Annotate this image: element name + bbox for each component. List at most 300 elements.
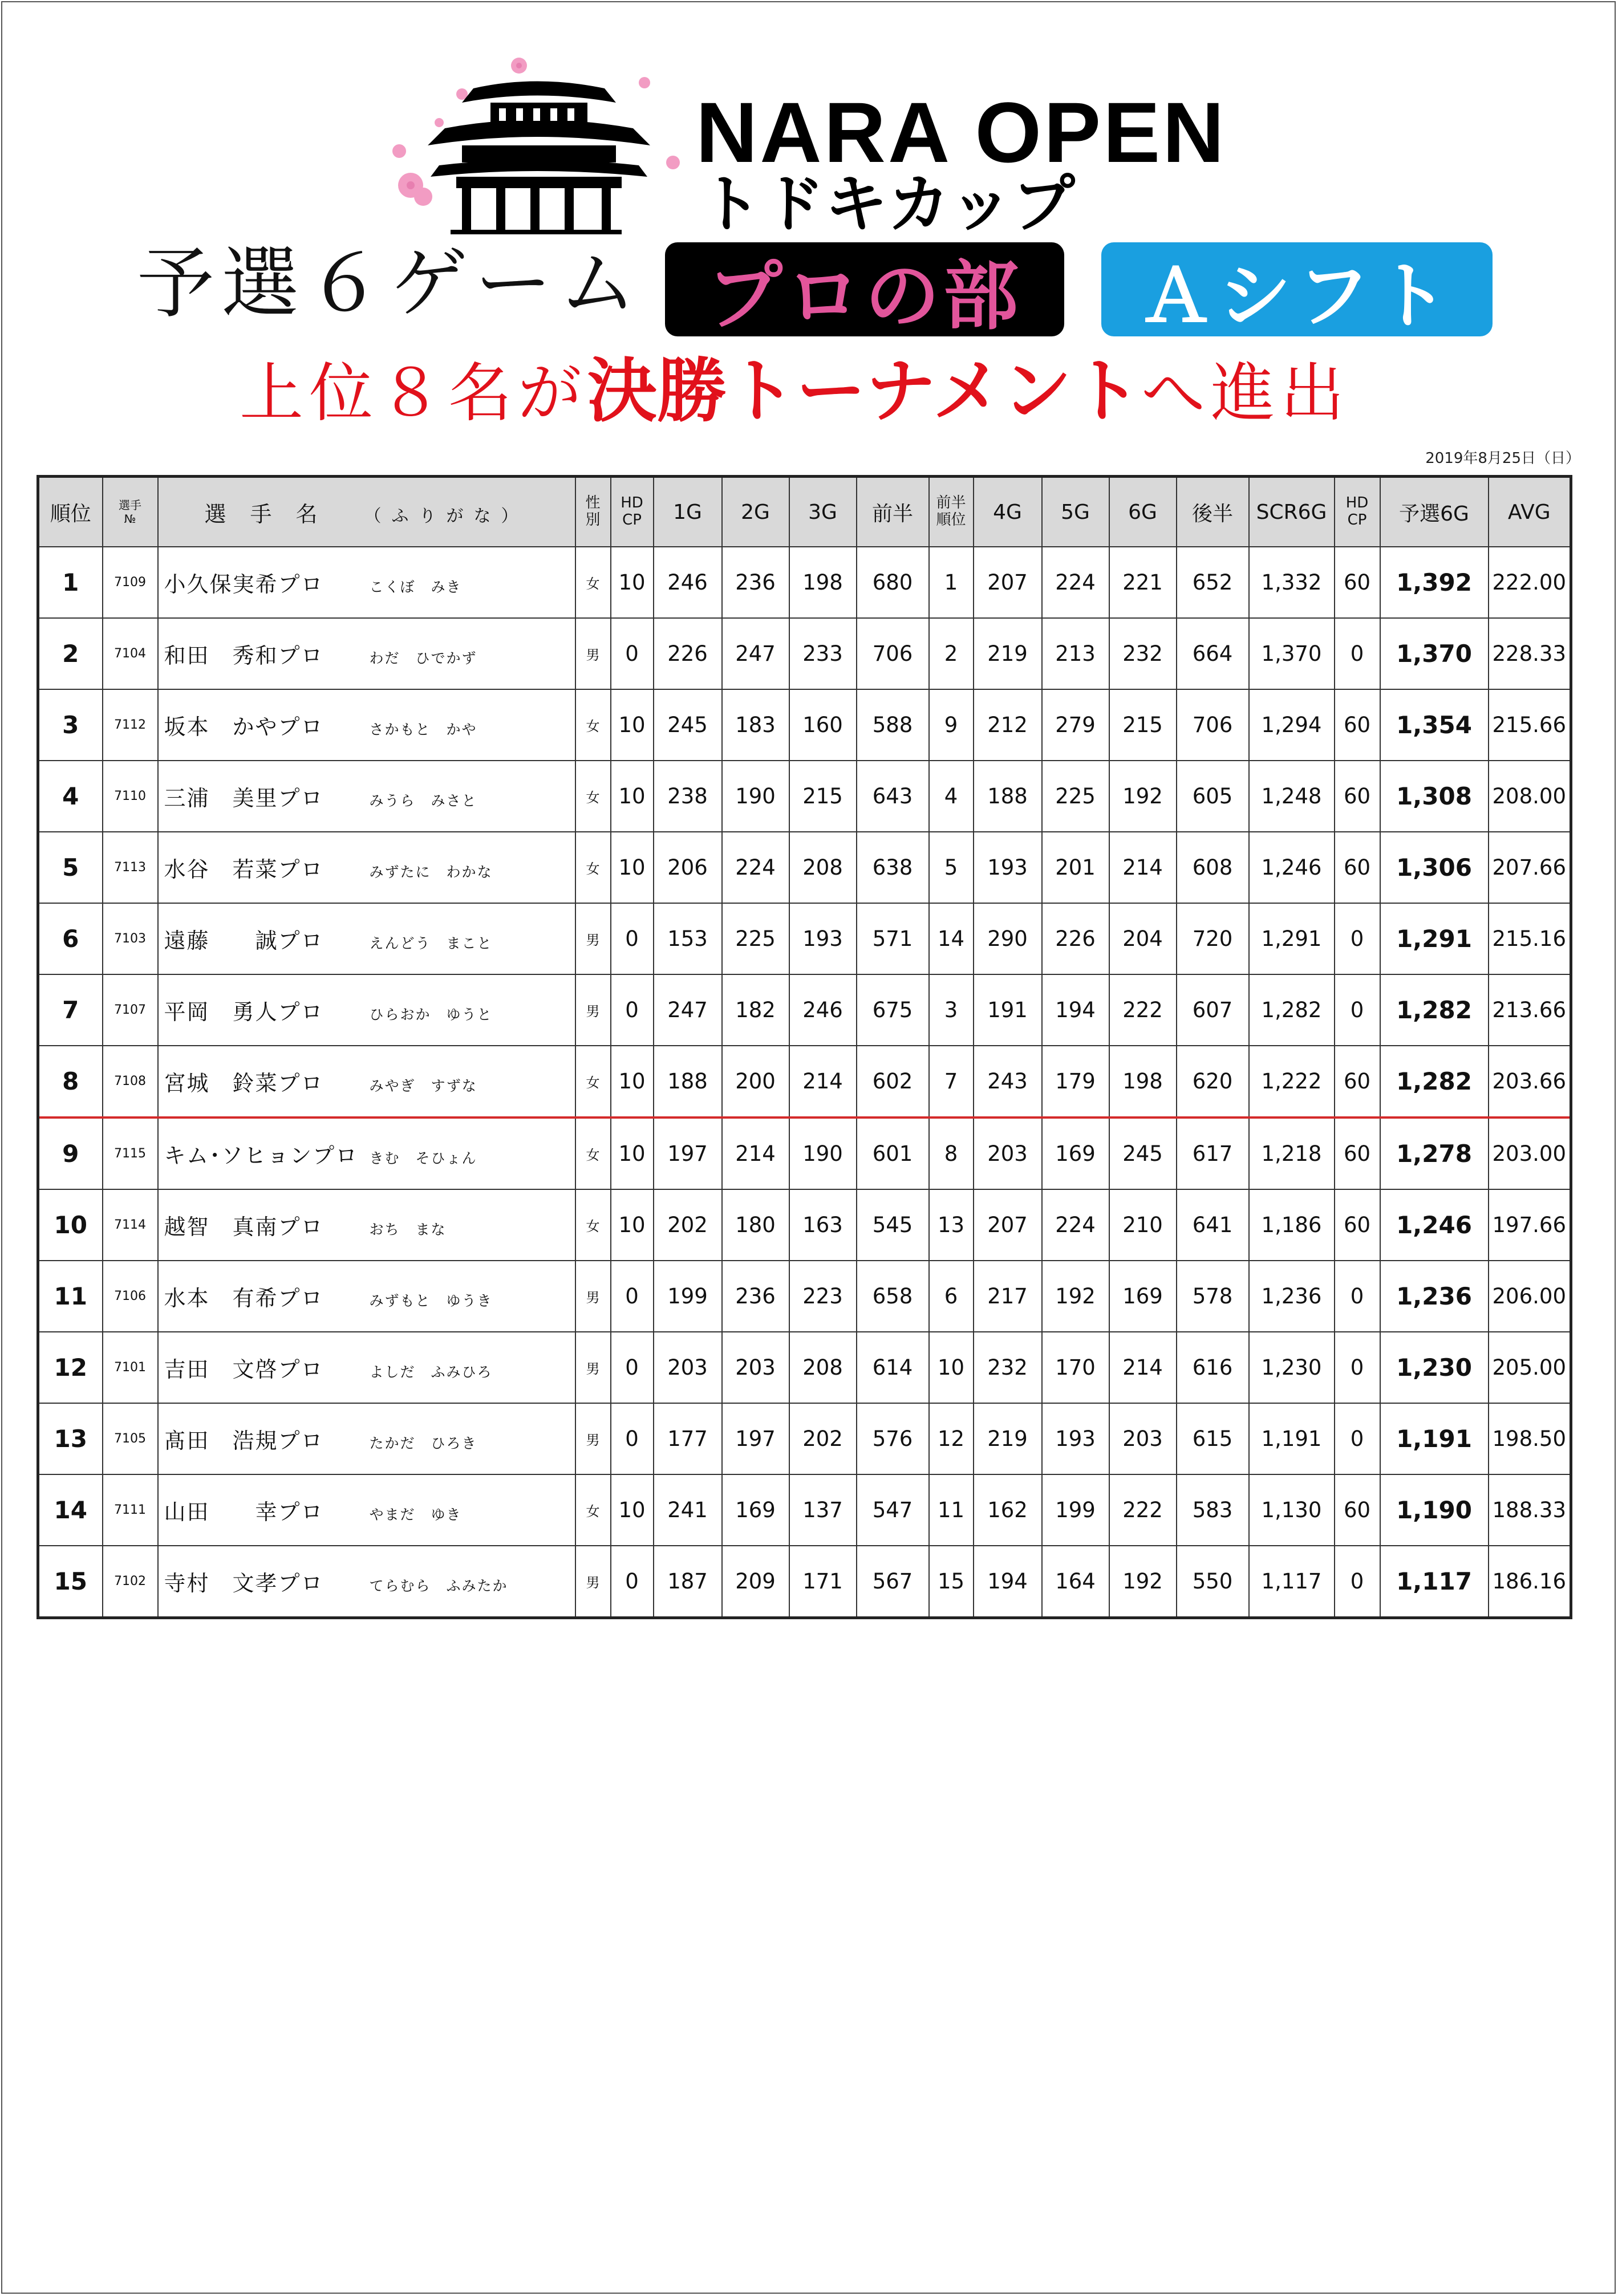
row-hdcp: 10 [611,547,654,618]
row-sex: 男 [575,903,611,974]
row-first-half: 680 [857,547,929,618]
row-g3: 190 [789,1117,857,1189]
row-player-name [158,618,575,689]
player-name: 寺村 文孝プロ [164,1571,324,1596]
row-total: 1,282 [1380,1046,1489,1117]
header-rank: 順位 [38,477,103,547]
row-g3: 163 [789,1189,857,1261]
row-rank: 1 [38,547,103,618]
row-g4: 207 [974,1189,1042,1261]
row-g3: 215 [789,761,857,832]
row-hdcp-total: 0 [1335,1546,1380,1618]
row-g4: 212 [974,689,1042,761]
row-scr6g: 1,218 [1249,1117,1335,1189]
row-rank: 6 [38,903,103,974]
row-second-half: 617 [1177,1117,1249,1189]
player-furigana: みずたに わかな [369,864,493,880]
row-scr6g: 1,230 [1249,1332,1335,1403]
row-second-half: 616 [1177,1332,1249,1403]
player-name: 坂本 かやプロ [164,714,324,739]
table-row [38,1332,1571,1403]
row-hdcp: 0 [611,903,654,974]
event-title: NARA OPEN [696,84,1227,180]
row-second-half: 620 [1177,1046,1249,1117]
row-g2: 225 [722,903,789,974]
row-g3: 137 [789,1474,857,1546]
row-sex: 女 [575,761,611,832]
player-furigana: きむ そひょん [369,1150,477,1167]
row-g1: 238 [654,761,722,832]
row-hdcp: 10 [611,1117,654,1189]
row-first-half: 706 [857,618,929,689]
row-g2: 209 [722,1546,789,1618]
row-avg: 198.50 [1489,1403,1571,1474]
row-scr6g: 1,370 [1249,618,1335,689]
player-furigana: みうら みさと [369,793,477,809]
row-g5: 279 [1042,689,1109,761]
row-g1: 188 [654,1046,722,1117]
header-g4: 4G [974,477,1042,547]
header-hdcp: HD CP [611,477,654,547]
row-g4: 188 [974,761,1042,832]
row-g4: 191 [974,974,1042,1046]
row-g2: 224 [722,832,789,903]
row-g6: 214 [1109,832,1177,903]
row-g2: 180 [722,1189,789,1261]
division-badge [665,242,1064,340]
row-first-half: 547 [857,1474,929,1546]
row-g2: 200 [722,1046,789,1117]
shift-badge [1101,242,1493,339]
row-rank: 12 [38,1332,103,1403]
header-player-name: 選 手 名 （ふりがな） [158,477,575,547]
row-g6: 203 [1109,1403,1177,1474]
player-furigana: こくぼ みき [369,579,462,595]
row-hdcp: 0 [611,1332,654,1403]
row-scr6g: 1,248 [1249,761,1335,832]
row-g2: 203 [722,1332,789,1403]
row-rank: 13 [38,1403,103,1474]
row-total: 1,282 [1380,974,1489,1046]
row-first-half-rank: 15 [929,1546,974,1618]
row-g3: 233 [789,618,857,689]
player-furigana: やまだ ゆき [369,1506,462,1523]
row-g4: 162 [974,1474,1042,1546]
row-first-half-rank: 1 [929,547,974,618]
row-hdcp: 0 [611,974,654,1046]
row-g2: 182 [722,974,789,1046]
row-hdcp-total: 60 [1335,1117,1380,1189]
row-g6: 192 [1109,1546,1177,1618]
row-rank: 2 [38,618,103,689]
row-g4: 217 [974,1261,1042,1332]
advance-notice-part2: 決勝トーナメント [587,351,1142,432]
row-g3: 198 [789,547,857,618]
row-g5: 213 [1042,618,1109,689]
row-scr6g: 1,130 [1249,1474,1335,1546]
row-g1: 206 [654,832,722,903]
row-player-no: 7113 [103,832,158,903]
row-total: 1,117 [1380,1546,1489,1618]
row-g2: 183 [722,689,789,761]
row-g4: 243 [974,1046,1042,1117]
row-first-half-rank: 11 [929,1474,974,1546]
row-player-name [158,903,575,974]
row-g6: 214 [1109,1332,1177,1403]
table-row [38,1189,1571,1261]
row-g1: 202 [654,1189,722,1261]
row-first-half: 601 [857,1117,929,1189]
row-avg: 207.66 [1489,832,1571,903]
row-g5: 164 [1042,1546,1109,1618]
row-second-half: 608 [1177,832,1249,903]
row-first-half: 658 [857,1261,929,1332]
row-g2: 197 [722,1403,789,1474]
row-hdcp: 10 [611,1046,654,1117]
row-second-half: 605 [1177,761,1249,832]
row-second-half: 664 [1177,618,1249,689]
row-player-no: 7109 [103,547,158,618]
row-first-half-rank: 9 [929,689,974,761]
row-sex: 男 [575,1546,611,1618]
row-player-no: 7110 [103,761,158,832]
row-first-half: 571 [857,903,929,974]
row-sex: 男 [575,618,611,689]
row-first-half-rank: 3 [929,974,974,1046]
player-furigana: たかだ ひろき [369,1435,477,1452]
row-scr6g: 1,282 [1249,974,1335,1046]
row-g1: 199 [654,1261,722,1332]
row-player-name [158,1403,575,1474]
row-g4: 207 [974,547,1042,618]
row-first-half-rank: 13 [929,1189,974,1261]
row-g5: 179 [1042,1046,1109,1117]
player-name: 山田 幸プロ [164,1499,324,1525]
row-player-no: 7111 [103,1474,158,1546]
row-total: 1,392 [1380,547,1489,618]
player-name: 平岡 勇人プロ [164,999,324,1025]
row-g3: 208 [789,1332,857,1403]
header-first-half: 前半 [857,477,929,547]
row-sex: 女 [575,1474,611,1546]
advance-notice [240,351,1380,432]
row-first-half-rank: 10 [929,1332,974,1403]
table-header-row [38,477,1571,547]
row-hdcp: 10 [611,1189,654,1261]
row-player-no: 7103 [103,903,158,974]
row-g5: 192 [1042,1261,1109,1332]
row-player-no: 7105 [103,1403,158,1474]
row-rank: 7 [38,974,103,1046]
row-g6: 245 [1109,1117,1177,1189]
row-hdcp-total: 60 [1335,547,1380,618]
row-player-no: 7101 [103,1332,158,1403]
row-g3: 193 [789,903,857,974]
row-g1: 203 [654,1332,722,1403]
row-g5: 170 [1042,1332,1109,1403]
row-player-no: 7114 [103,1189,158,1261]
row-hdcp: 10 [611,832,654,903]
header-hdcp-total: HD CP [1335,477,1380,547]
row-player-no: 7108 [103,1046,158,1117]
row-total: 1,306 [1380,832,1489,903]
row-g4: 193 [974,832,1042,903]
header-g3: 3G [789,477,857,547]
row-player-name [158,1332,575,1403]
row-sex: 女 [575,1189,611,1261]
table-row [38,1403,1571,1474]
row-hdcp: 0 [611,1546,654,1618]
player-furigana: よしだ ふみひろ [369,1364,493,1380]
row-player-name [158,974,575,1046]
row-hdcp-total: 60 [1335,1046,1380,1117]
header-scr6g: SCR6G [1249,477,1335,547]
row-total: 1,278 [1380,1117,1489,1189]
player-name: 小久保実希プロ [164,572,324,597]
event-logo [376,48,1266,241]
row-avg: 188.33 [1489,1474,1571,1546]
row-scr6g: 1,191 [1249,1403,1335,1474]
row-g5: 194 [1042,974,1109,1046]
header-sex: 性 別 [575,477,611,547]
row-player-name [158,1546,575,1618]
row-hdcp-total: 0 [1335,618,1380,689]
row-g6: 192 [1109,761,1177,832]
row-g3: 208 [789,832,857,903]
row-hdcp: 0 [611,618,654,689]
row-g2: 247 [722,618,789,689]
player-furigana: さかもと かや [369,721,477,738]
table-row [38,547,1571,618]
row-g2: 169 [722,1474,789,1546]
row-sex: 男 [575,1403,611,1474]
row-first-half-rank: 12 [929,1403,974,1474]
row-avg: 205.00 [1489,1332,1571,1403]
row-sex: 女 [575,1117,611,1189]
row-g3: 171 [789,1546,857,1618]
row-scr6g: 1,222 [1249,1046,1335,1117]
row-g5: 224 [1042,1189,1109,1261]
row-hdcp-total: 0 [1335,1332,1380,1403]
row-first-half-rank: 14 [929,903,974,974]
row-g5: 226 [1042,903,1109,974]
header-g1: 1G [654,477,722,547]
row-g3: 223 [789,1261,857,1332]
row-player-no: 7115 [103,1117,158,1189]
row-g6: 222 [1109,974,1177,1046]
row-first-half: 545 [857,1189,929,1261]
row-g6: 210 [1109,1189,1177,1261]
table-row [38,689,1571,761]
player-furigana: てらむら ふみたか [369,1578,508,1594]
row-player-no: 7107 [103,974,158,1046]
row-avg: 215.66 [1489,689,1571,761]
header-player-no: 選手 № [103,477,158,547]
player-name: 髙田 浩規プロ [164,1428,324,1453]
row-g1: 245 [654,689,722,761]
player-name: 和田 秀和プロ [164,643,324,668]
row-total: 1,191 [1380,1403,1489,1474]
row-second-half: 641 [1177,1189,1249,1261]
row-g1: 246 [654,547,722,618]
row-hdcp-total: 60 [1335,761,1380,832]
row-hdcp-total: 60 [1335,1189,1380,1261]
shift-label: Ａシフト [1139,253,1454,339]
player-name: 宮城 鈴菜プロ [164,1071,324,1096]
row-hdcp: 10 [611,689,654,761]
player-furigana: ひらおか ゆうと [369,1006,493,1023]
row-avg: 215.16 [1489,903,1571,974]
advance-notice-part3: へ進出 [1141,356,1351,430]
table-row [38,903,1571,974]
row-g4: 290 [974,903,1042,974]
row-second-half: 720 [1177,903,1249,974]
row-player-name [158,1474,575,1546]
row-first-half-rank: 4 [929,761,974,832]
row-second-half: 583 [1177,1474,1249,1546]
row-first-half-rank: 2 [929,618,974,689]
row-player-no: 7106 [103,1261,158,1332]
advance-notice-part1: 上位８名が [240,356,587,430]
row-second-half: 578 [1177,1261,1249,1332]
row-first-half: 638 [857,832,929,903]
row-scr6g: 1,246 [1249,832,1335,903]
row-sex: 女 [575,689,611,761]
row-g6: 221 [1109,547,1177,618]
row-hdcp-total: 60 [1335,832,1380,903]
row-total: 1,370 [1380,618,1489,689]
player-furigana: えんどう まこと [369,935,493,952]
row-g5: 201 [1042,832,1109,903]
row-g1: 247 [654,974,722,1046]
row-g5: 199 [1042,1474,1109,1546]
row-player-name [158,761,575,832]
header-avg: AVG [1489,477,1571,547]
row-g5: 193 [1042,1403,1109,1474]
row-g4: 194 [974,1546,1042,1618]
row-g3: 246 [789,974,857,1046]
row-g2: 236 [722,547,789,618]
row-first-half: 602 [857,1046,929,1117]
row-g1: 197 [654,1117,722,1189]
table-row [38,1546,1571,1618]
row-rank: 8 [38,1046,103,1117]
table-row [38,761,1571,832]
row-first-half: 675 [857,974,929,1046]
player-furigana: みずもと ゆうき [369,1293,493,1309]
row-player-name [158,1189,575,1261]
row-rank: 14 [38,1474,103,1546]
page-title: 予選６ゲーム [137,239,643,329]
row-g3: 160 [789,689,857,761]
table-row [38,1261,1571,1332]
row-player-name [158,1046,575,1117]
row-second-half: 615 [1177,1403,1249,1474]
row-avg: 222.00 [1489,547,1571,618]
table-row [38,1046,1571,1117]
player-furigana: おち まな [369,1221,447,1238]
row-g2: 214 [722,1117,789,1189]
player-name: キム･ソヒョンプロ [164,1143,359,1168]
row-first-half: 588 [857,689,929,761]
row-player-no: 7112 [103,689,158,761]
row-g1: 187 [654,1546,722,1618]
row-rank: 3 [38,689,103,761]
division-label: プロの部 [707,251,1022,340]
row-hdcp-total: 0 [1335,1403,1380,1474]
row-hdcp-total: 0 [1335,1261,1380,1332]
row-total: 1,236 [1380,1261,1489,1332]
row-g4: 219 [974,618,1042,689]
row-scr6g: 1,117 [1249,1546,1335,1618]
row-hdcp-total: 60 [1335,1474,1380,1546]
row-hdcp-total: 0 [1335,903,1380,974]
row-g4: 203 [974,1117,1042,1189]
header-total: 予選6G [1380,477,1489,547]
row-avg: 213.66 [1489,974,1571,1046]
row-g2: 236 [722,1261,789,1332]
row-hdcp: 0 [611,1261,654,1332]
row-rank: 10 [38,1189,103,1261]
table-row [38,1117,1571,1189]
row-sex: 男 [575,1332,611,1403]
row-total: 1,246 [1380,1189,1489,1261]
row-hdcp: 10 [611,1474,654,1546]
row-first-half: 643 [857,761,929,832]
header-g6: 6G [1109,477,1177,547]
table-row [38,832,1571,903]
header-first-half-rank: 前半 順位 [929,477,974,547]
row-total: 1,308 [1380,761,1489,832]
row-sex: 男 [575,1261,611,1332]
row-player-no: 7102 [103,1546,158,1618]
row-rank: 9 [38,1117,103,1189]
row-g5: 225 [1042,761,1109,832]
player-furigana: わだ ひでかず [369,650,477,667]
player-name: 遠藤 誠プロ [164,928,324,953]
row-hdcp: 0 [611,1403,654,1474]
row-total: 1,354 [1380,689,1489,761]
row-g4: 232 [974,1332,1042,1403]
row-first-half: 576 [857,1403,929,1474]
row-first-half-rank: 6 [929,1261,974,1332]
row-scr6g: 1,291 [1249,903,1335,974]
player-name: 三浦 美里プロ [164,786,324,811]
row-g1: 177 [654,1403,722,1474]
row-hdcp-total: 0 [1335,974,1380,1046]
table-row [38,974,1571,1046]
row-first-half: 614 [857,1332,929,1403]
row-g4: 219 [974,1403,1042,1474]
player-furigana: みやぎ すずな [369,1078,477,1094]
row-scr6g: 1,332 [1249,547,1335,618]
row-avg: 206.00 [1489,1261,1571,1332]
row-hdcp-total: 60 [1335,689,1380,761]
header-second-half: 後半 [1177,477,1249,547]
row-player-no: 7104 [103,618,158,689]
row-g6: 232 [1109,618,1177,689]
event-date: 2019年8月25日（日） [1425,450,1580,467]
row-avg: 208.00 [1489,761,1571,832]
row-g2: 190 [722,761,789,832]
row-hdcp: 10 [611,761,654,832]
row-g5: 224 [1042,547,1109,618]
row-second-half: 550 [1177,1546,1249,1618]
row-g3: 202 [789,1403,857,1474]
row-g6: 198 [1109,1046,1177,1117]
row-second-half: 706 [1177,689,1249,761]
row-avg: 203.00 [1489,1117,1571,1189]
